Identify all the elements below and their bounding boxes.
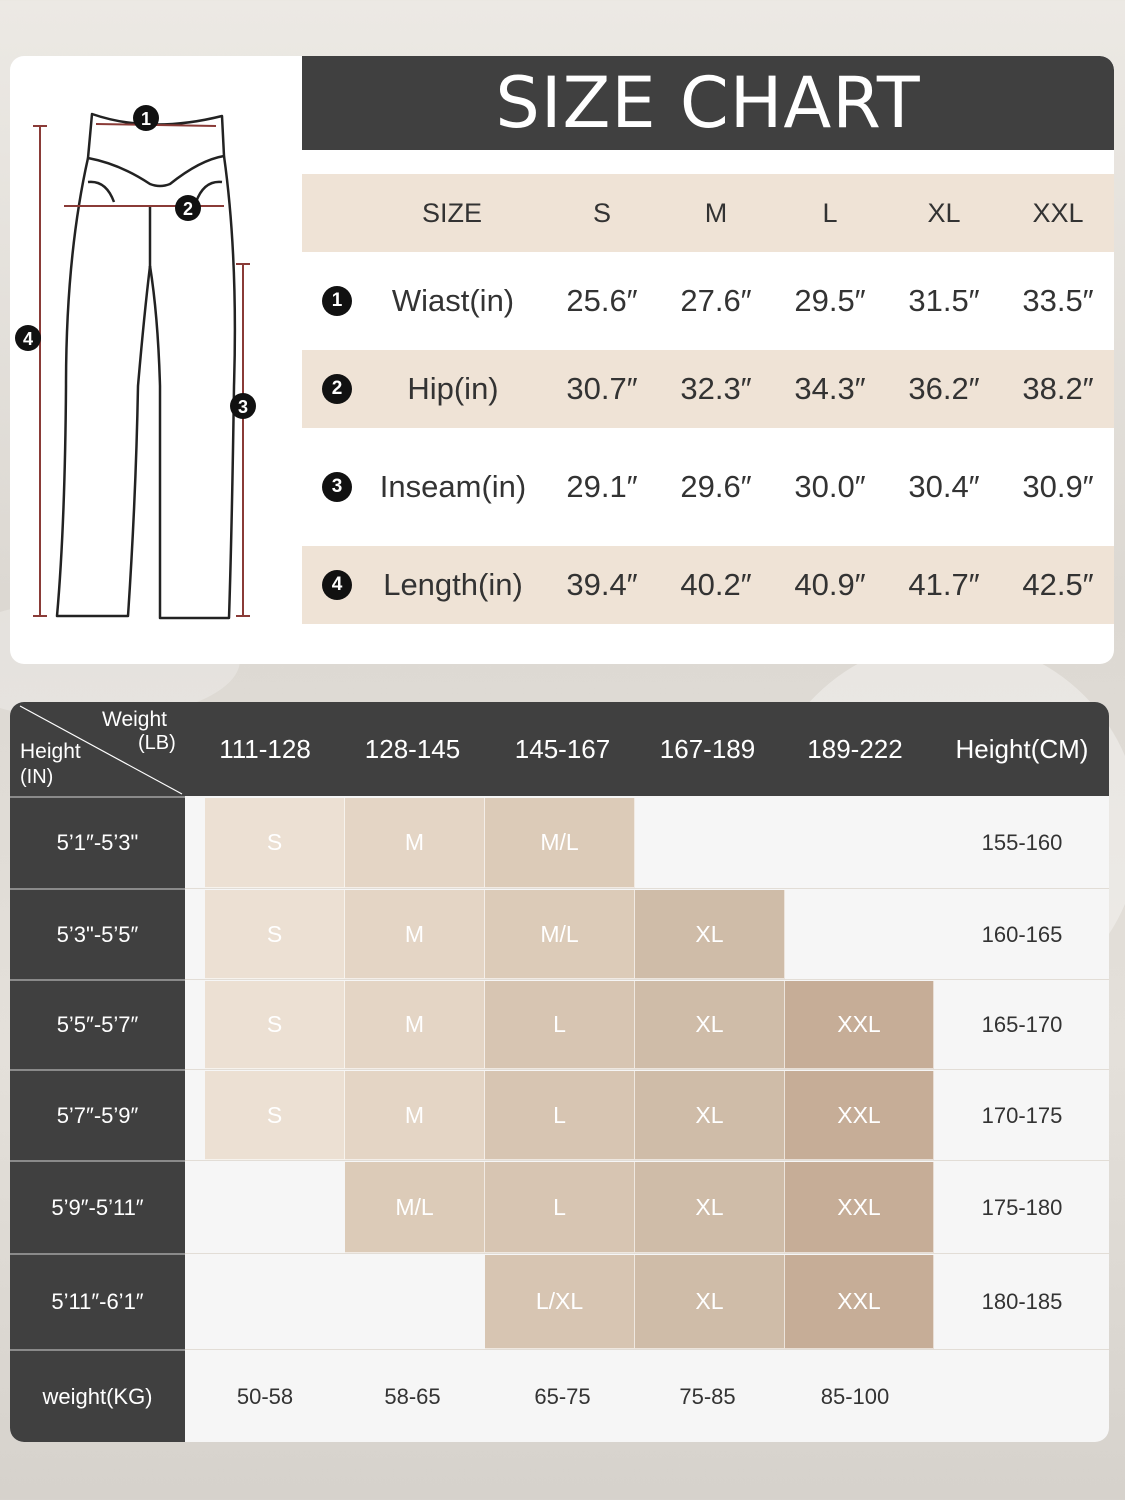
- row-divider: [185, 888, 1109, 889]
- corner-cell: [10, 702, 185, 796]
- measurement-header-row: [302, 174, 1114, 252]
- measurement-value: 41.7″: [908, 567, 980, 602]
- size-cell: XL: [635, 981, 785, 1069]
- measurement-value: 38.2″: [1022, 371, 1094, 406]
- measurement-row-inseam: [302, 428, 1114, 546]
- height-row-label: 5’11″-6’1″: [10, 1255, 185, 1349]
- recommend-header-row: [10, 702, 1109, 796]
- size-cell: XXL: [785, 981, 934, 1069]
- size-cell: L: [485, 981, 635, 1069]
- size-recommendation-table: [10, 702, 1109, 1442]
- pants-diagram: [10, 56, 300, 664]
- weight-column-header: 128-145: [364, 733, 461, 764]
- height-cm-value: 170-175: [981, 1102, 1063, 1128]
- size-cell: S: [205, 1071, 345, 1160]
- height-cm-value: 180-185: [981, 1289, 1063, 1314]
- height-cm-header: Height(CM): [955, 733, 1089, 764]
- measurement-value: 30.9″: [1022, 469, 1094, 504]
- size-cell: M: [345, 1071, 485, 1160]
- row-divider: [10, 1160, 185, 1162]
- weight-kg-value: 65-75: [534, 1384, 591, 1409]
- size-cell: XXL: [785, 1255, 934, 1349]
- measurement-row-length: [302, 546, 1114, 624]
- size-header: XL: [927, 197, 961, 228]
- height-cm-value: 160-165: [981, 921, 1063, 947]
- number-badge-icon: 3: [322, 472, 352, 502]
- size-cell: M: [345, 798, 485, 888]
- size-cell: M/L: [485, 890, 635, 979]
- row-divider: [10, 1253, 185, 1255]
- svg-text:4: 4: [22, 329, 34, 349]
- size-cell: XL: [635, 1071, 785, 1160]
- measurement-table: [302, 174, 1114, 624]
- row-divider: [10, 1349, 185, 1351]
- measurement-value: 32.3″: [680, 371, 752, 406]
- size-cell: L: [485, 1162, 635, 1253]
- height-cm-value: 175-180: [981, 1194, 1063, 1220]
- title-banner: [302, 56, 1114, 150]
- weight-kg-value: 58-65: [384, 1384, 441, 1409]
- height-cm-value: 165-170: [981, 1012, 1063, 1037]
- weight-column-header: 145-167: [514, 733, 611, 764]
- row-divider: [10, 979, 185, 981]
- weight-axis-label: Weight: [102, 708, 167, 731]
- size-cell: L: [485, 1071, 635, 1160]
- measurement-label: 2 Hip(in): [322, 350, 542, 428]
- number-badge-icon: 1: [322, 286, 352, 316]
- size-cell: XL: [635, 1255, 785, 1349]
- size-header: S: [592, 197, 611, 228]
- measurement-value: 29.1″: [566, 469, 638, 504]
- measurement-value: 40.2″: [680, 567, 752, 602]
- size-cell: S: [205, 798, 345, 888]
- measurement-row-hip: [302, 350, 1114, 428]
- measurement-value: 31.5″: [908, 283, 980, 318]
- number-badge-icon: 2: [322, 374, 352, 404]
- weight-kg-value: 75-85: [679, 1384, 736, 1409]
- size-cell: L/XL: [485, 1255, 635, 1349]
- size-header: XXL: [1032, 197, 1084, 228]
- size-cell: M/L: [485, 798, 635, 888]
- size-cell: S: [205, 890, 345, 979]
- measurement-value: 30.7″: [566, 371, 638, 406]
- measurement-value: 34.3″: [794, 371, 866, 406]
- measurement-label: 4 Length(in): [322, 546, 542, 624]
- page-title: SIZE CHART: [495, 62, 921, 144]
- measurement-value: 42.5″: [1022, 567, 1094, 602]
- measurement-value: 33.5″: [1022, 283, 1094, 318]
- measurement-value: 39.4″: [566, 567, 638, 602]
- marker-1-icon: [133, 105, 159, 131]
- size-cell: XL: [635, 890, 785, 979]
- weight-kg-value: 50-58: [236, 1384, 294, 1409]
- weight-kg-value: 85-100: [820, 1384, 890, 1409]
- row-divider: [10, 1069, 185, 1071]
- row-divider: [185, 1069, 1109, 1070]
- number-badge-icon: 4: [322, 570, 352, 600]
- row-divider: [10, 796, 185, 798]
- height-row-label: 5’9″-5’11″: [10, 1162, 185, 1253]
- row-divider: [185, 1349, 1109, 1350]
- measurement-value: 36.2″: [908, 371, 980, 406]
- height-row-label: 5’1″-5’3": [10, 798, 185, 888]
- size-cell: XXL: [785, 1071, 934, 1160]
- size-header-label: SIZE: [421, 197, 482, 228]
- height-axis-label: Height: [20, 740, 81, 763]
- size-cell: XL: [635, 1162, 785, 1253]
- measurement-value: 27.6″: [680, 283, 752, 318]
- weight-column-header: 111-128: [219, 733, 311, 764]
- size-cell: M: [345, 890, 485, 979]
- row-divider: [185, 1160, 1109, 1161]
- marker-3-icon: [230, 393, 256, 419]
- size-cell: M/L: [345, 1162, 485, 1253]
- height-row-label: 5’3"-5’5″: [10, 890, 185, 979]
- size-cell: XXL: [785, 1162, 934, 1253]
- height-row-label: 5’5″-5’7″: [10, 981, 185, 1069]
- row-divider: [185, 1253, 1109, 1254]
- measurement-label: 3 Inseam(in): [322, 428, 542, 546]
- marker-4-icon: [15, 325, 41, 351]
- svg-text:3: 3: [237, 397, 249, 417]
- weight-column-header: 189-222: [807, 733, 903, 764]
- row-divider: [10, 888, 185, 890]
- weight-kg-label: weight(KG): [10, 1351, 185, 1442]
- weight-unit-label: (LB): [138, 732, 176, 754]
- measurement-value: 29.6″: [680, 469, 752, 504]
- size-cell: S: [205, 981, 345, 1069]
- size-header: M: [704, 197, 728, 228]
- height-unit-label: (IN): [20, 766, 54, 788]
- measurement-value: 40.9″: [794, 567, 866, 602]
- weight-column-header: 167-189: [659, 733, 756, 764]
- size-chart-card: [10, 56, 1114, 664]
- size-header: L: [822, 197, 838, 228]
- size-cell: M: [345, 981, 485, 1069]
- measurement-value: 29.5″: [794, 283, 866, 318]
- svg-text:2: 2: [182, 199, 194, 219]
- svg-text:1: 1: [140, 109, 152, 129]
- measurement-value: 30.4″: [908, 469, 980, 504]
- measurement-value: 25.6″: [566, 283, 638, 318]
- measurement-value: 30.0″: [794, 469, 866, 504]
- marker-2-icon: [175, 195, 201, 221]
- measurement-label: 1 Wiast(in): [322, 252, 542, 350]
- height-row-label: 5’7″-5’9″: [10, 1071, 185, 1160]
- measurement-row-waist: [302, 252, 1114, 350]
- row-divider: [185, 979, 1109, 980]
- height-cm-value: 155-160: [981, 830, 1063, 855]
